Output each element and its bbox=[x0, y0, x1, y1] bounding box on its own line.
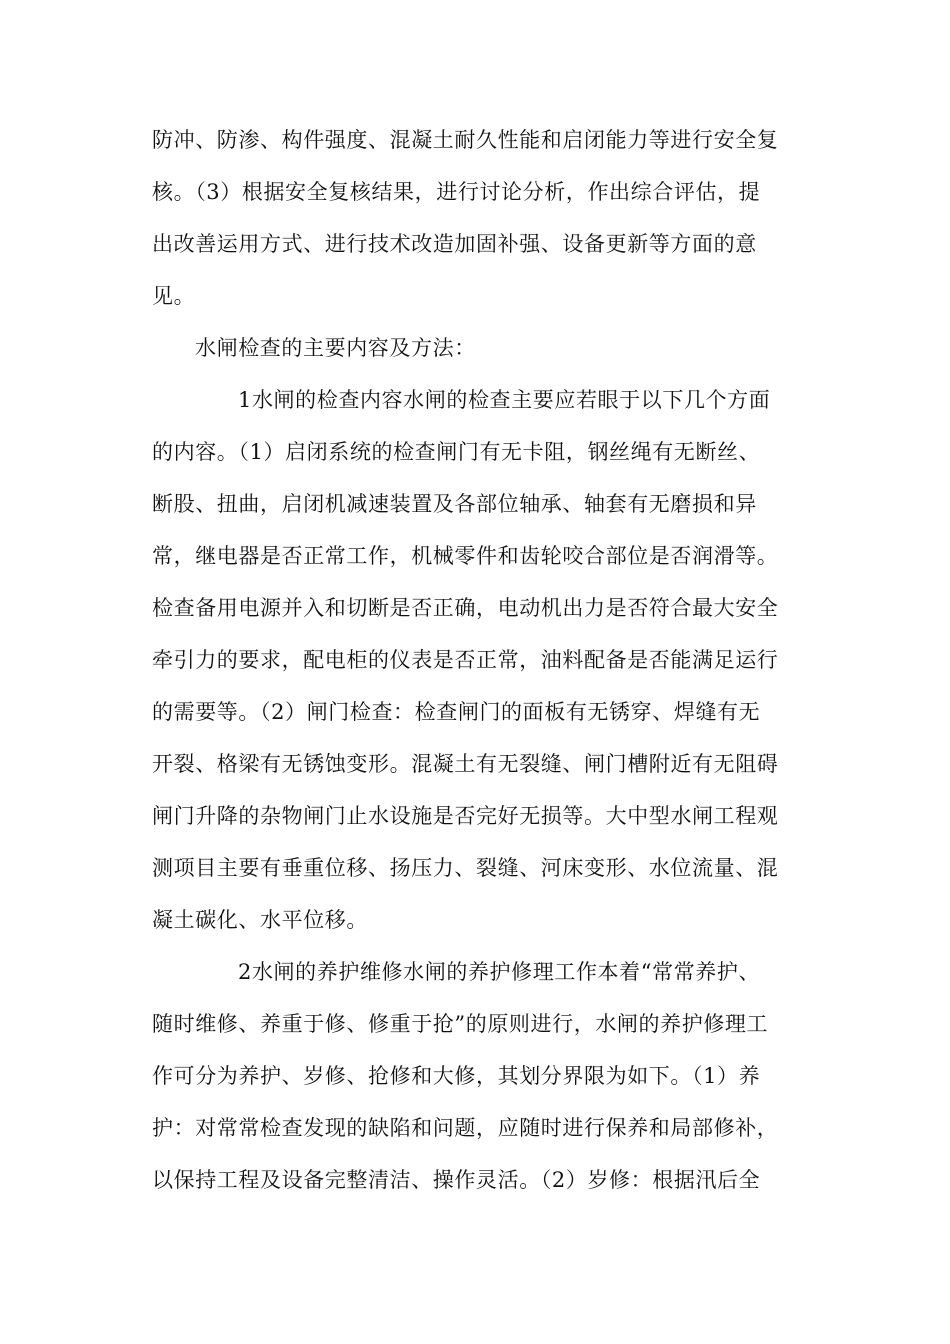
text-line: 测项目主要有垂重位移、扬压力、裂缝、河床变形、水位流量、混 bbox=[152, 856, 779, 880]
text-line: 防冲、防渗、构件强度、混凝土耐久性能和启闭能力等进行安全复 bbox=[152, 128, 779, 152]
subsection-heading: 2水闸的养护维修水闸的养护修理工作本着“常常养护、 bbox=[238, 960, 761, 984]
section-heading: 水闸检查的主要内容及方法： bbox=[195, 336, 476, 360]
text-line: 核。（3）根据安全复核结果，进行讨论分析，作出综合评估，提 bbox=[152, 180, 761, 204]
text-line: 牵引力的要求，配电柜的仪表是否正常，油料配备是否能满足运行 bbox=[152, 648, 779, 672]
text-line: 出改善运用方式、进行技术改造加固补强、设备更新等方面的意 bbox=[152, 232, 757, 256]
text-line: 常，继电器是否正常工作，机械零件和齿轮咬合部位是否润滑等。 bbox=[152, 544, 779, 568]
text-line: 见。 bbox=[152, 284, 196, 308]
text-line: 护：对常常检查发现的缺陷和问题，应随时进行保养和局部修补， bbox=[152, 1116, 779, 1140]
text-line: 开裂、格梁有无锈蚀变形。混凝土有无裂缝、闸门槽附近有无阻碍 bbox=[152, 752, 779, 776]
text-line: 的内容。（1）启闭系统的检查闸门有无卡阻，钢丝绳有无断丝、 bbox=[152, 440, 761, 464]
text-line: 凝土碳化、水平位移。 bbox=[152, 908, 368, 932]
text-line: 检查备用电源并入和切断是否正确，电动机出力是否符合最大安全 bbox=[152, 596, 779, 620]
text-line: 的需要等。（2）闸门检查：检查闸门的面板有无锈穿、焊缝有无 bbox=[152, 700, 761, 724]
subsection-heading: 1水闸的检查内容水闸的检查主要应若眼于以下几个方面 bbox=[238, 388, 771, 412]
text-line: 随时维修、养重于修、修重于抢”的原则进行，水闸的养护修理工 bbox=[152, 1012, 769, 1036]
text-line: 断股、扭曲，启闭机减速装置及各部位轴承、轴套有无磨损和异 bbox=[152, 492, 757, 516]
text-line: 以保持工程及设备完整清洁、操作灵活。（2）岁修：根据汛后全 bbox=[152, 1168, 761, 1192]
text-line: 作可分为养护、岁修、抢修和大修，其划分界限为如下。（1）养 bbox=[152, 1064, 761, 1088]
text-line: 闸门升降的杂物闸门止水设施是否完好无损等。大中型水闸工程观 bbox=[152, 804, 779, 828]
